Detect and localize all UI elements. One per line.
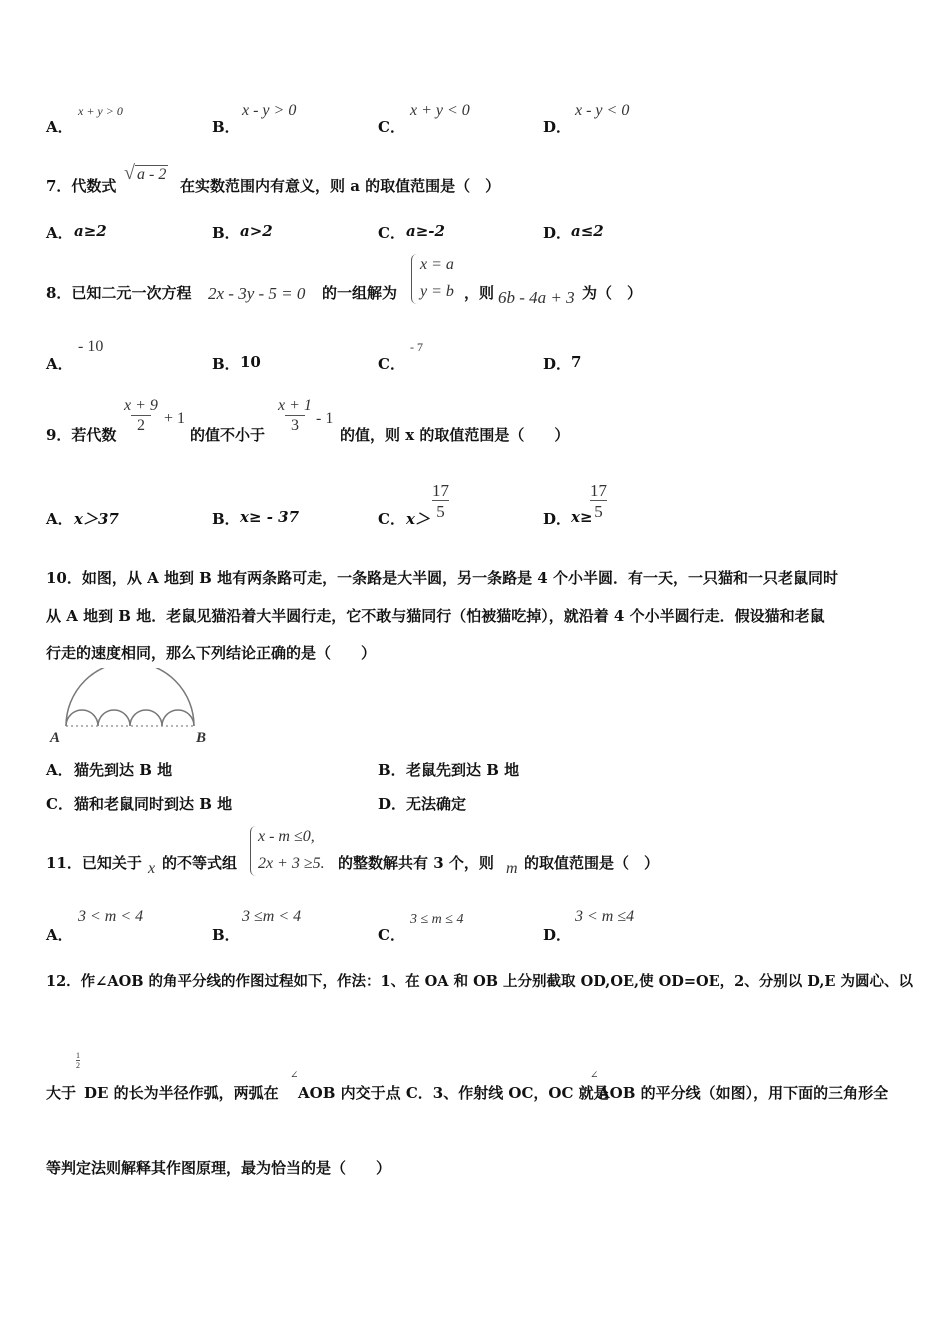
q8-stem-suffix: 为（ ） — [582, 284, 643, 302]
q11-stem-after: 的整数解共有 3 个，则 — [338, 854, 494, 872]
q10-label-a: A — [50, 730, 61, 746]
q11-option-c-expr: 3 ≤ m ≤ 4 — [410, 912, 464, 927]
q8-option-b-text: 10 — [240, 353, 261, 371]
q7-option-a-text: a≥2 — [74, 222, 107, 240]
q10-stem-line-1: 10．如图，从 A 地到 B 地有两条路可走，一条路是大半圆，另一条路是 4 个小半圆．有一天，一只猫和一只老鼠同时 — [46, 569, 838, 587]
q9-fraction-1 — [124, 398, 158, 435]
q9-stem-middle: 的值不小于 — [190, 426, 266, 444]
q7-stem-suffix: 在实数范围内有意义，则 a 的取值范围是（ ） — [180, 177, 501, 195]
q8-system-brace — [411, 254, 418, 304]
q9-option-c-text: x＞ — [406, 510, 430, 528]
q9-option-b-text: x≥ - 37 — [240, 508, 300, 526]
q9-option-a-label: A． — [46, 510, 73, 528]
q8-expression: 6b - 4a + 3 — [498, 288, 575, 307]
q7-option-d-label: D． — [543, 224, 572, 242]
q11-stem-suffix: 的取值范围是（ ） — [524, 854, 660, 872]
q7-stem-prefix: 7．代数式 — [46, 177, 117, 195]
q8-equation: 2x - 3y - 5 = 0 — [208, 284, 306, 303]
q9-plus-one: + 1 — [164, 410, 186, 427]
q12-stem-line-3: 等判定法则解释其作图原理，最为恰当的是（ ） — [46, 1159, 392, 1177]
q10-option-d-text: 无法确定 — [406, 795, 467, 813]
q8-stem-then: ，则 — [464, 284, 495, 302]
small-semicircle-3 — [130, 710, 162, 726]
radical-icon: √ — [124, 162, 135, 184]
q8-option-a-label: A． — [46, 355, 73, 373]
q10-stem-line-2: 从 A 地到 B 地．老鼠见猫沿着大半圆行走，它不敢与猫同行（怕被猫吃掉），就沿着 4 个小半圆行走．假设猫和老鼠 — [46, 607, 825, 625]
q8-stem-prefix: 8．已知二元一次方程 — [46, 284, 192, 302]
q9-option-a-text: x＞37 — [74, 510, 119, 528]
q6-option-c-expr: x + y < 0 — [410, 102, 470, 119]
q11-system-line1: x - m ≤0, — [258, 828, 315, 845]
q7-sqrt — [124, 162, 168, 185]
q11-option-c-label: C． — [378, 926, 405, 944]
q8-system-line1: x = a — [420, 256, 454, 273]
q6-option-b-expr: x - y > 0 — [242, 102, 297, 119]
q11-stem-middle: 的不等式组 — [162, 854, 238, 872]
q7-radicand: a - 2 — [136, 166, 167, 183]
q6-option-d-label: D． — [543, 118, 572, 136]
q11-var-x: x — [148, 860, 156, 877]
q11-system-line2: 2x + 3 ≥5. — [258, 855, 325, 872]
q12-half-denominator: 2 — [76, 1061, 80, 1071]
q9-stem-suffix: 的值，则 x 的取值范围是（ ） — [340, 426, 570, 444]
q8-option-d-label: D． — [543, 355, 572, 373]
q8-system-line2: y = b — [420, 283, 454, 300]
q12-angle-symbol-2: ∠ — [590, 1070, 599, 1081]
q11-option-d-label: D． — [543, 926, 572, 944]
q9-option-b-label: B． — [212, 510, 240, 528]
q12-line2-part-a: 大于 — [46, 1084, 77, 1102]
q12-stem-line-1: 12．作∠AOB 的角平分线的作图过程如下，作法：1、在 OA 和 OB 上分别截取 OD,OE,使 OD=OE，2、分别以 D,E 为圆心、以 — [46, 973, 914, 990]
q7-option-b-text: a>2 — [240, 222, 273, 240]
q11-var-m: m — [506, 860, 518, 877]
q6-option-b-label: B． — [212, 118, 240, 136]
q10-option-c-text: 猫和老鼠同时到达 B 地 — [74, 795, 233, 813]
q9-fraction-1-numerator: x + 9 — [124, 397, 158, 414]
q10-option-a-text: 猫先到达 B 地 — [74, 761, 173, 779]
q7-option-d-text: a≤2 — [571, 222, 604, 240]
q10-option-b-label: B． — [378, 761, 406, 779]
q9-stem-prefix: 9．若代数 — [46, 426, 117, 444]
q9-fraction-2 — [278, 398, 312, 435]
q10-label-b: B — [196, 730, 207, 746]
q6-option-c-label: C． — [378, 118, 405, 136]
q7-option-c-label: C． — [378, 224, 405, 242]
q8-option-b-label: B． — [212, 355, 240, 373]
q9-fraction-1-denominator: 2 — [131, 415, 151, 435]
q7-option-a-label: A． — [46, 224, 73, 242]
q10-stem-line-3: 行走的速度相同，那么下列结论正确的是（ ） — [46, 644, 377, 662]
q8-option-c-text: - 7 — [410, 340, 423, 354]
q9-minus-one: - 1 — [316, 410, 334, 427]
small-semicircle-4 — [162, 710, 194, 726]
q11-option-a-label: A． — [46, 926, 73, 944]
q9-option-d-denominator: 5 — [590, 500, 607, 521]
q9-fraction-2-denominator: 3 — [285, 415, 305, 435]
q11-stem-prefix: 11．已知关于 — [46, 854, 142, 872]
q10-option-c-label: C． — [46, 795, 73, 813]
q10-option-d-label: D． — [378, 795, 407, 813]
q12-line2-part-b: DE 的长为半径作弧，两弧在 — [84, 1084, 279, 1102]
q12-line2-part-d: AOB 的平分线（如图），用下面的三角形全 — [598, 1084, 889, 1102]
q11-option-d-expr: 3 < m ≤4 — [575, 908, 635, 925]
q9-option-d-fraction — [590, 482, 607, 521]
q6-option-a-label: A． — [46, 118, 73, 136]
q7-option-b-label: B． — [212, 224, 240, 242]
q11-system-brace — [250, 826, 257, 876]
q9-option-d-text: x≥ — [571, 508, 593, 526]
q10-semicircle-figure — [46, 668, 216, 748]
q8-stem-middle: 的一组解为 — [322, 284, 398, 302]
q6-option-d-expr: x - y < 0 — [575, 102, 630, 119]
q6-option-a-expr: x + y > 0 — [78, 104, 123, 118]
q12-angle-symbol-1: ∠ — [290, 1070, 299, 1081]
large-semicircle — [66, 668, 194, 726]
q10-option-b-text: 老鼠先到达 B 地 — [406, 761, 520, 779]
q11-option-b-label: B． — [212, 926, 240, 944]
q9-option-d-numerator: 17 — [590, 481, 607, 500]
q9-option-d-label: D． — [543, 510, 572, 528]
q9-option-c-label: C． — [378, 510, 405, 528]
q9-option-c-numerator: 17 — [432, 481, 449, 500]
q12-half-fraction — [76, 1052, 80, 1071]
q12-line2-part-c: AOB 内交于点 C．3、作射线 OC，OC 就是 — [298, 1084, 609, 1102]
q11-option-b-expr: 3 ≤m < 4 — [242, 908, 302, 925]
q9-fraction-2-numerator: x + 1 — [278, 397, 312, 414]
q7-option-c-text: a≥-2 — [406, 222, 445, 240]
q8-option-a-text: - 10 — [78, 338, 104, 355]
q8-option-d-text: 7 — [571, 353, 582, 371]
q9-option-c-denominator: 5 — [432, 500, 449, 521]
q9-option-c-fraction — [432, 482, 449, 521]
small-semicircle-1 — [66, 710, 98, 726]
q12-half-numerator: 1 — [76, 1051, 80, 1060]
small-semicircle-2 — [98, 710, 130, 726]
q11-option-a-expr: 3 < m < 4 — [78, 908, 144, 925]
q8-option-c-label: C． — [378, 355, 405, 373]
q10-option-a-label: A． — [46, 761, 73, 779]
